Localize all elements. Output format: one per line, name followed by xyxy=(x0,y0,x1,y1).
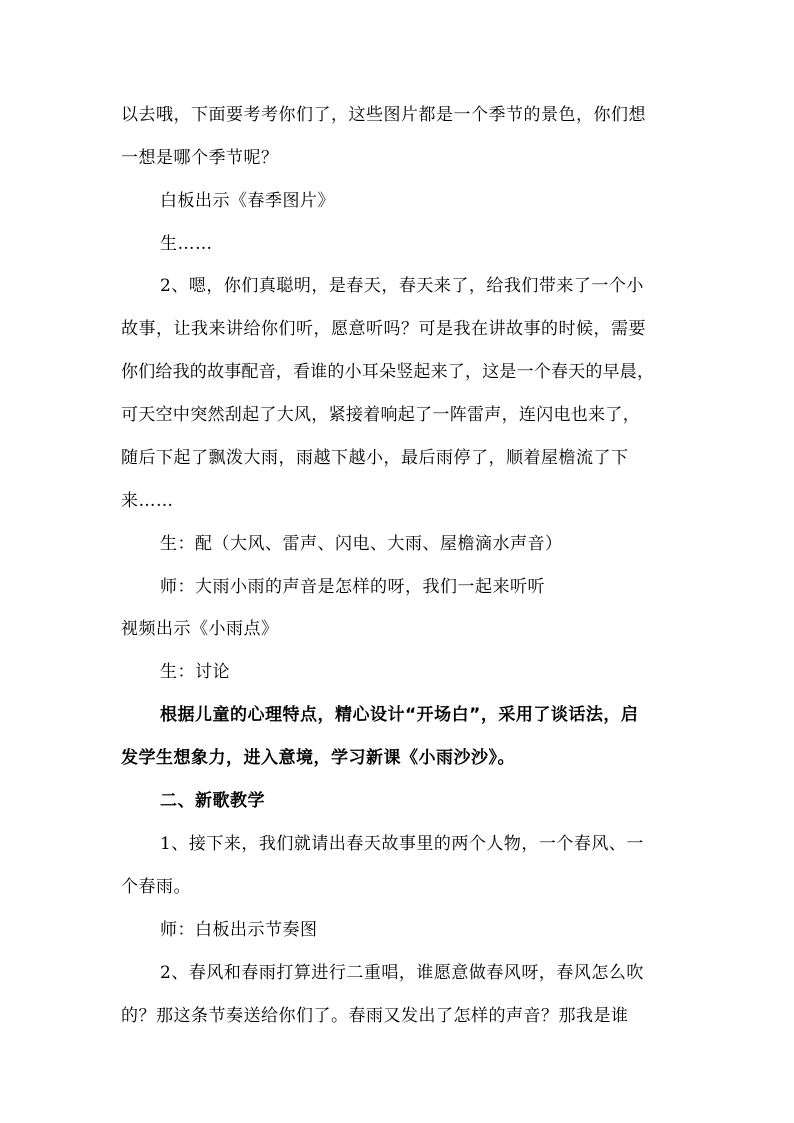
text-line: 师：大雨小雨的声音是怎样的呀，我们一起来听听 xyxy=(160,577,545,597)
text-line: 一想是哪个季节呢？ xyxy=(121,148,279,168)
text-line: 师：白板出示节奏图 xyxy=(160,920,318,940)
text-line: 2、春风和春雨打算进行二重唱，谁愿意做春风呀，春风怎么吹 xyxy=(160,963,644,983)
text-line: 1、接下来，我们就请出春天故事里的两个人物，一个春风、一 xyxy=(160,834,644,854)
text-line: 生…… xyxy=(160,234,213,254)
text-line: 随后下起了飘泼大雨，雨越下越小，最后雨停了，顺着屋檐流了下 xyxy=(121,448,629,468)
text-line: 白板出示《春季图片》 xyxy=(160,191,335,211)
text-line: 生：讨论 xyxy=(160,662,230,682)
text-line: 个春雨。 xyxy=(121,877,191,897)
text-line: 你们给我的故事配音，看谁的小耳朵竖起来了，这是一个春天的早晨， xyxy=(121,362,655,382)
text-line: 可天空中突然刮起了大风，紧接着响起了一阵雷声，连闪电也来了， xyxy=(121,405,640,425)
text-line: 来…… xyxy=(121,491,174,511)
section-heading: 二、新歌教学 xyxy=(160,791,265,811)
text-line: 视频出示《小雨点》 xyxy=(121,619,279,639)
text-line: 的？那这条节奏送给你们了。春雨又发出了怎样的声音？那我是谁 xyxy=(121,1006,629,1026)
summary-line: 根据儿童的心理特点，精心设计“开场白”，采用了谈话法，启 xyxy=(160,705,639,725)
text-line: 2、嗯，你们真聪明，是春天，春天来了，给我们带来了一个小 xyxy=(160,276,644,296)
text-line: 以去哦，下面要考考你们了，这些图片都是一个季节的景色，你们想 xyxy=(121,105,646,125)
summary-line: 发学生想象力，进入意境，学习新课《小雨沙沙》。 xyxy=(121,748,515,768)
text-line: 故事，让我来讲给你们听，愿意听吗？可是我在讲故事的时候，需要 xyxy=(121,319,646,339)
text-line: 生：配（大风、雷声、闪电、大雨、屋檐滴水声音） xyxy=(160,534,563,554)
